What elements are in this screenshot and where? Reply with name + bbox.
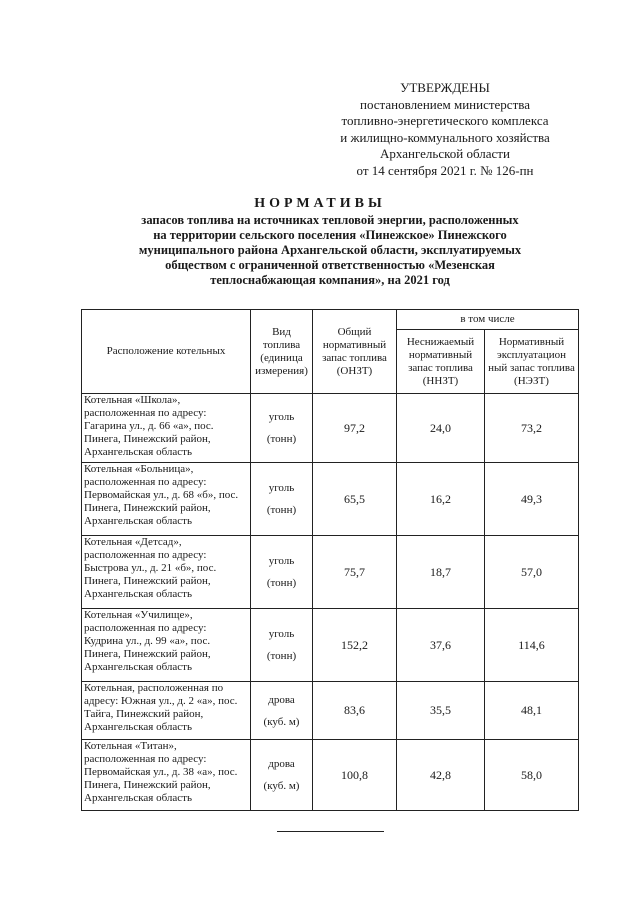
- header-location: Расположение котельных: [82, 310, 251, 394]
- fuel-unit: (тонн): [266, 504, 297, 516]
- row-nezt: 48,1: [485, 682, 579, 740]
- approval-line: УТВЕРЖДЕНЫ: [400, 80, 490, 95]
- row-nezt: 57,0: [485, 536, 579, 609]
- row-fuel: [251, 394, 313, 463]
- fuel-type: уголь: [268, 411, 295, 423]
- subtitle-line: теплоснабжающая компания», на 2021 год: [210, 273, 450, 287]
- document-title: НОРМАТИВЫ: [254, 196, 386, 211]
- approval-line: постановлением министерства: [359, 96, 530, 112]
- fuel-unit: (куб. м): [263, 780, 300, 792]
- row-onzt: 100,8: [313, 740, 397, 811]
- row-fuel: [251, 740, 313, 811]
- document-subtitle: [95, 213, 565, 288]
- approval-line: топливно-энергетического комплекса: [341, 113, 549, 128]
- row-nnzt: 42,8: [397, 740, 485, 811]
- subtitle-line: обществом с ограниченной ответственностью «Мезенская: [165, 258, 495, 272]
- table-row: [82, 609, 579, 682]
- row-onzt: 65,5: [313, 463, 397, 536]
- table-row: [82, 740, 579, 811]
- header-nnzt: Неснижаемый нормативный запас топлива (ННЗТ): [397, 330, 485, 394]
- row-nnzt: 35,5: [397, 682, 485, 740]
- header-including: в том числе: [397, 310, 579, 330]
- row-nezt: 58,0: [485, 740, 579, 811]
- fuel-unit: (тонн): [266, 433, 297, 445]
- header-nezt: Нормативный эксплуатацион ный запас топлива (НЭЗТ): [485, 330, 579, 394]
- fuel-type: дрова: [268, 693, 295, 706]
- row-fuel: [251, 536, 313, 609]
- fuel-unit: (тонн): [266, 650, 297, 662]
- row-nezt: 73,2: [485, 394, 579, 463]
- table-row: [82, 394, 579, 463]
- row-nezt: 114,6: [485, 609, 579, 682]
- fuel-type: дрова: [268, 758, 295, 770]
- approval-line: и жилищно-коммунального хозяйства: [340, 129, 550, 145]
- row-location: Котельная «Больница», расположенная по адресу: Первомайская ул., д. 68 «б», пос. Пинега, Пинежский район, Архангельская область: [82, 463, 251, 536]
- row-onzt: 83,6: [313, 682, 397, 740]
- row-nnzt: 16,2: [397, 463, 485, 536]
- row-onzt: 75,7: [313, 536, 397, 609]
- header-total-reserve: Общий нормативный запас топлива (ОНЗТ): [313, 310, 397, 394]
- approval-line: Архангельской области: [380, 146, 510, 161]
- row-fuel: [251, 682, 313, 740]
- row-nnzt: 24,0: [397, 394, 485, 463]
- row-nnzt: 18,7: [397, 536, 485, 609]
- approval-line: от 14 сентября 2021 г. № 126-пн: [356, 162, 534, 178]
- header-fuel-type: Вид топлива (единица измерения): [251, 310, 313, 394]
- fuel-type: уголь: [268, 628, 295, 640]
- row-onzt: 97,2: [313, 394, 397, 463]
- row-nnzt: 37,6: [397, 609, 485, 682]
- row-fuel: [251, 463, 313, 536]
- subtitle-line: на территории сельского поселения «Пинежское» Пинежского: [153, 228, 507, 242]
- footer-divider: [277, 831, 384, 832]
- row-location: Котельная, расположенная по адресу: Южная ул., д. 2 «а», пос. Тайга, Пинежский район, Архангельская область: [82, 682, 251, 740]
- row-location: Котельная «Школа», расположенная по адресу: Гагарина ул., д. 66 «а», пос. Пинега, Пинежский район, Архангельская область: [82, 394, 251, 463]
- row-nezt: 49,3: [485, 463, 579, 536]
- norms-table: [81, 309, 579, 811]
- table-row: [82, 463, 579, 536]
- table-row: [82, 536, 579, 609]
- table-row: [82, 682, 579, 740]
- row-location: Котельная «Детсад», расположенная по адресу: Быстрова ул., д. 21 «б», пос. Пинега, Пинежский район, Архангельская область: [82, 536, 251, 609]
- fuel-type: уголь: [268, 555, 295, 567]
- subtitle-line: муниципального района Архангельской области, эксплуатируемых: [138, 243, 522, 257]
- row-fuel: [251, 609, 313, 682]
- approval-block: [300, 80, 590, 179]
- row-onzt: 152,2: [313, 609, 397, 682]
- fuel-type: уголь: [268, 482, 295, 494]
- fuel-unit: (куб. м): [263, 715, 300, 728]
- fuel-unit: (тонн): [266, 577, 297, 589]
- row-location: Котельная «Титан», расположенная по адресу: Первомайская ул., д. 38 «а», пос. Пинега, Пинежский район, Архангельская область: [82, 740, 251, 811]
- subtitle-line: запасов топлива на источниках тепловой энергии, расположенных: [141, 213, 519, 227]
- row-location: Котельная «Училище», расположенная по адресу: Кудрина ул., д. 99 «а», пос. Пинега, Пинежский район, Архангельская область: [82, 609, 251, 682]
